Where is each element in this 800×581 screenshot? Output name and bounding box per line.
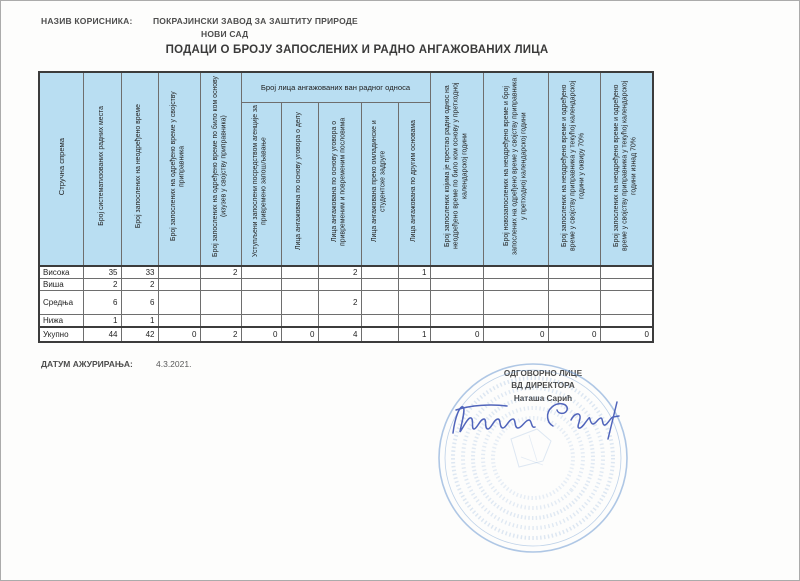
col-header: Уступљени запослени посредством агенције за привремено запошљавање [241, 102, 281, 266]
cell-value [398, 291, 430, 315]
cell-value: 0 [281, 327, 318, 342]
responsible-line1: ОДГОВОРНО ЛИЦЕ [503, 369, 583, 378]
col-header-strucna-sprema: Стручна спрема [39, 72, 83, 266]
cell-value: 2 [200, 266, 241, 279]
official-stamp [433, 361, 633, 561]
cell-value [548, 266, 600, 279]
row-label: Укупно [39, 327, 83, 342]
cell-value [430, 291, 483, 315]
cell-value [483, 291, 548, 315]
col-header: Лица ангажована преко омладинске и студентске задруге [361, 102, 398, 266]
col-header: Број новозапослених на неодређено време и број запослених на одређено време у својству приправника у претходној календарској години [483, 72, 548, 266]
cell-value [600, 291, 653, 315]
cell-value: 6 [83, 291, 121, 315]
col-header: Број запослених на одређено време у својству приправника [158, 72, 200, 266]
row-label: Нижа [39, 315, 83, 327]
user-city: НОВИ САД [201, 29, 249, 39]
cell-value [600, 315, 653, 327]
cell-value [200, 291, 241, 315]
cell-value: 44 [83, 327, 121, 342]
cell-value [398, 279, 430, 291]
row-label: Виша [39, 279, 83, 291]
cell-value: 0 [483, 327, 548, 342]
cell-value: 2 [121, 279, 158, 291]
responsible-name: Наташа Сарић [513, 393, 573, 403]
cell-value [361, 266, 398, 279]
cell-value: 0 [241, 327, 281, 342]
cell-value [361, 315, 398, 327]
cell-value [548, 279, 600, 291]
user-label: НАЗИВ КОРИСНИКА: [41, 16, 133, 26]
signature-handwriting [447, 395, 629, 447]
cell-value: 2 [318, 266, 361, 279]
row-label: Средња [39, 291, 83, 315]
cell-value [600, 279, 653, 291]
table-body [39, 266, 653, 342]
cell-value: 35 [83, 266, 121, 279]
col-header: Број запослених којима је престао радни однос на неодређено време по било ком основу у претходној календарској години [430, 72, 483, 266]
row-label: Висока [39, 266, 83, 279]
cell-value [281, 291, 318, 315]
cell-value: 0 [548, 327, 600, 342]
cell-value: 0 [430, 327, 483, 342]
cell-value: 2 [318, 291, 361, 315]
cell-value [600, 266, 653, 279]
cell-value: 1 [398, 266, 430, 279]
table-row-total [39, 327, 653, 342]
cell-value: 1 [121, 315, 158, 327]
cell-value [483, 315, 548, 327]
cell-value: 6 [121, 291, 158, 315]
cell-value [430, 266, 483, 279]
cell-value: 42 [121, 327, 158, 342]
table-row [39, 315, 653, 327]
cell-value [158, 315, 200, 327]
cell-value [158, 291, 200, 315]
col-header: Број запослених на неодређено време и одређено време у својству приправника у текућој календарској години у оквиру 70% [548, 72, 600, 266]
cell-value [361, 279, 398, 291]
cell-value [318, 315, 361, 327]
cell-value [158, 266, 200, 279]
cell-value: 1 [398, 327, 430, 342]
cell-value [241, 315, 281, 327]
cell-value [281, 315, 318, 327]
cell-value [241, 266, 281, 279]
cell-value: 2 [200, 327, 241, 342]
page-title: ПОДАЦИ О БРОЈУ ЗАПОСЛЕНИХ И РАДНО АНГАЖОВАНИХ ЛИЦА [165, 44, 549, 56]
cell-value [483, 279, 548, 291]
cell-value [398, 315, 430, 327]
col-header: Лица ангажована по основу уговора о делу [281, 102, 318, 266]
col-header: Број запослених на одређено време по било ком основу (изузев у својству приправника) [200, 72, 241, 266]
cell-value [483, 266, 548, 279]
cell-value [430, 279, 483, 291]
cell-value: 1 [83, 315, 121, 327]
cell-value [361, 327, 398, 342]
cell-value [318, 279, 361, 291]
date-label: ДАТУМ АЖУРИРАЊА: [41, 359, 133, 369]
cell-value [158, 279, 200, 291]
cell-value [241, 279, 281, 291]
cell-value [548, 291, 600, 315]
table-row [39, 279, 653, 291]
cell-value [200, 279, 241, 291]
col-header: Број запослених на неодређено време и одређено време у својству приправника у текућој календарској години изнад 70% [600, 72, 653, 266]
cell-value: 2 [83, 279, 121, 291]
col-header: Број систематизованих радних места [83, 72, 121, 266]
responsible-line2: ВД ДИРЕКТОРА [511, 381, 575, 391]
cell-value: 4 [318, 327, 361, 342]
cell-value [548, 315, 600, 327]
col-header: Број запослених на неодређено време [121, 72, 158, 266]
table-row [39, 291, 653, 315]
cell-value: 0 [158, 327, 200, 342]
col-header: Лица ангажована по другим основама [398, 102, 430, 266]
table-header [39, 72, 653, 266]
cell-value [281, 266, 318, 279]
cell-value [241, 291, 281, 315]
col-header: Лица ангажована по основу уговора о привременим и повременим пословима [318, 102, 361, 266]
cell-value [281, 279, 318, 291]
date-value: 4.3.2021. [156, 359, 192, 369]
table-row [39, 266, 653, 279]
cell-value: 0 [600, 327, 653, 342]
user-name: ПОКРАЈИНСКИ ЗАВОД ЗА ЗАШТИТУ ПРИРОДЕ [153, 16, 358, 26]
cell-value [361, 291, 398, 315]
cell-value: 33 [121, 266, 158, 279]
cell-value [430, 315, 483, 327]
cell-value [200, 315, 241, 327]
group-header: Број лица ангажованих ван радног односа [241, 72, 430, 102]
employees-table [38, 71, 654, 343]
